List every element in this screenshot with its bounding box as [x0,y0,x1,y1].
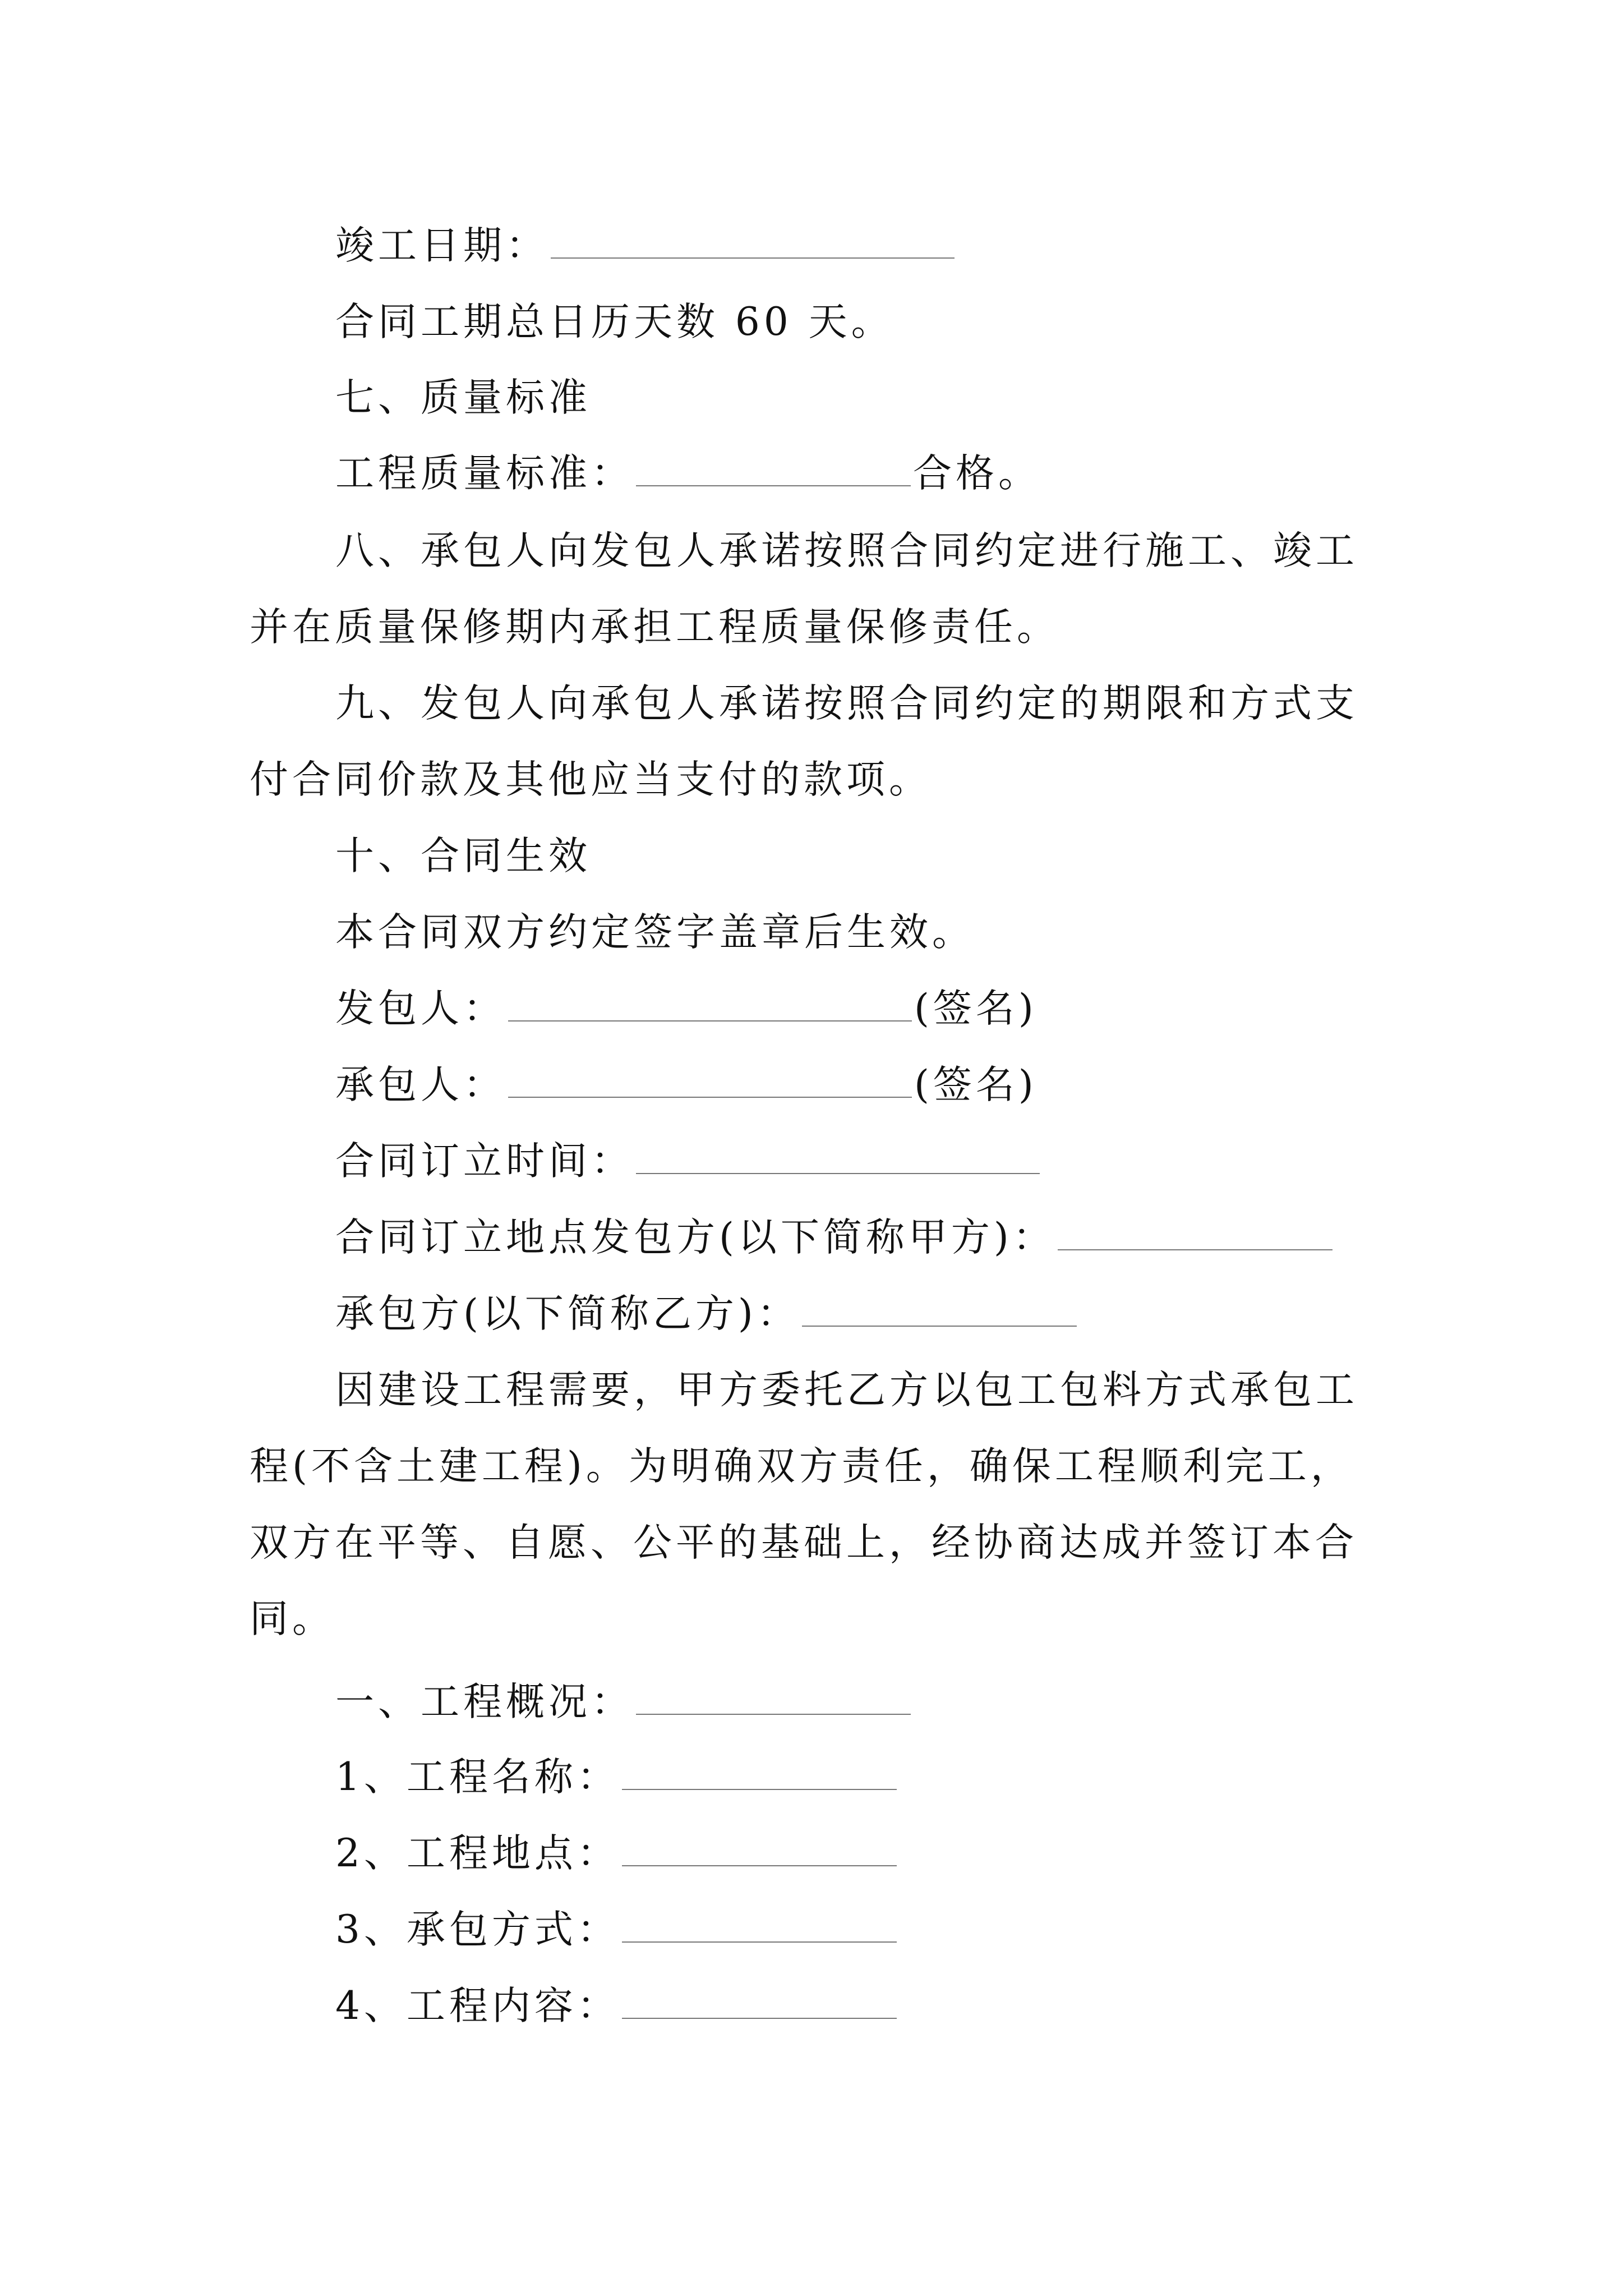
completion-date-line [335,218,957,274]
project-overview-label: 一、工程概况： [335,1680,634,1724]
party-b-blank[interactable] [802,1290,1077,1327]
section-8-line-2: 并在质量保修期内承担工程质量保修责任。 [250,605,1059,650]
preamble-line-3: 双方在平等、自愿、公平的基础上，经协商达成并签订本合 [250,1520,1358,1565]
employer-signature-blank[interactable] [508,984,912,1022]
employer-sign-note: (签名) [914,986,1038,1031]
party-a-label: 合同订立地点发包方(以下简称甲方)： [335,1215,1055,1260]
party-b-label: 承包方(以下简称乙方)： [335,1291,800,1336]
quality-standard-blank[interactable] [636,449,911,486]
contract-method-line [335,1902,899,1958]
contract-method-label: 3、承包方式： [335,1907,620,1952]
section-9-line-2: 付合同价款及其他应当支付的款项。 [250,757,932,802]
party-a-blank[interactable] [1058,1213,1332,1250]
project-name-line [335,1749,899,1805]
quality-standard-label: 工程质量标准： [335,451,634,496]
section-9-line-1: 九、发包人向承包人承诺按照合同约定的期限和方式支 [335,681,1358,726]
contractor-sign-note: (签名) [914,1062,1038,1107]
project-name-blank[interactable] [622,1753,897,1790]
party-b-line [335,1286,1079,1342]
effective-clause: 本合同双方约定签字盖章后生效。 [335,910,975,955]
contractor-signature-blank[interactable] [508,1061,912,1098]
project-overview-line [335,1674,913,1730]
project-content-label: 4、工程内容： [335,1984,620,2028]
project-name-label: 1、工程名称： [335,1755,620,1800]
preamble-line-4: 同。 [250,1596,335,1641]
section-10-heading: 十、合同生效 [335,834,591,878]
quality-standard-line [335,445,1041,501]
preamble-line-1: 因建设工程需要，甲方委托乙方以包工包料方式承包工 [335,1368,1358,1412]
section-8-line-1: 八、承包人向发包人承诺按照合同约定进行施工、竣工 [335,528,1358,573]
employer-signature-line [335,981,1038,1037]
quality-standard-suffix: 合格。 [913,451,1041,496]
signing-date-label: 合同订立时间： [335,1139,634,1184]
contract-method-blank[interactable] [622,1906,897,1943]
project-content-line [335,1978,899,2034]
employer-label: 发包人： [335,986,506,1031]
project-location-blank[interactable] [622,1829,897,1866]
project-location-label: 2、工程地点： [335,1831,620,1876]
project-content-blank[interactable] [622,1982,897,2019]
section-7-heading: 七、质量标准 [335,375,591,420]
party-a-line [335,1209,1335,1266]
contract-period-line: 合同工期总日历天数 60 天。 [335,300,894,344]
signing-date-line [335,1133,1042,1189]
contractor-signature-line [335,1057,1038,1113]
contractor-label: 承包人： [335,1062,506,1107]
signing-date-blank[interactable] [636,1137,1040,1174]
completion-date-label: 竣工日期： [335,223,548,268]
completion-date-blank[interactable] [551,222,955,259]
project-location-line [335,1825,899,1881]
preamble-line-2: 程(不含土建工程)。为明确双方责任，确保工程顺利完工， [250,1444,1353,1489]
project-overview-blank[interactable] [636,1678,911,1715]
